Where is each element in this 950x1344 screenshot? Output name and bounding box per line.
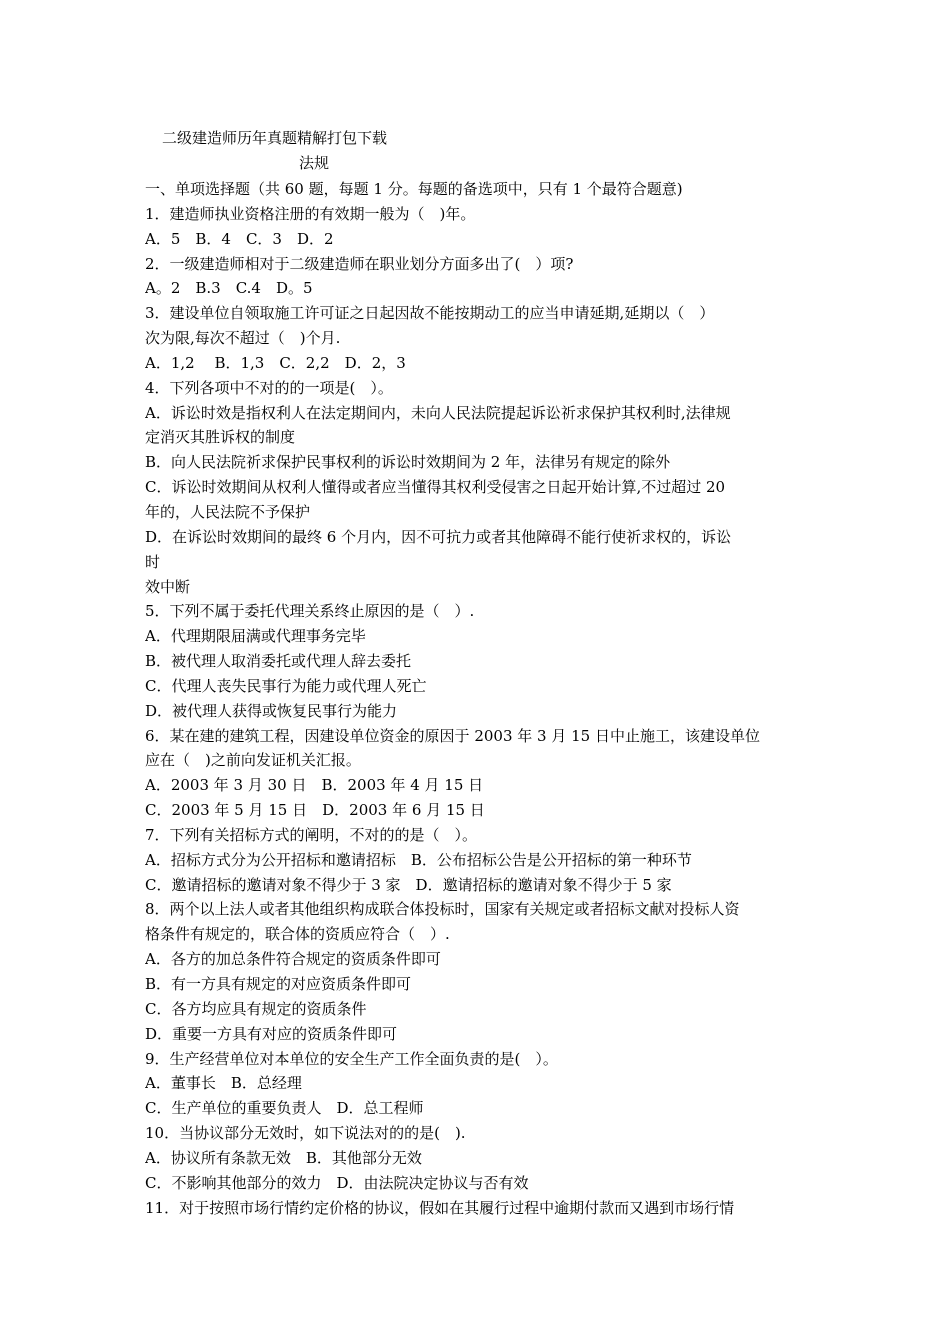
text-line: C．诉讼时效期间从权利人懂得或者应当懂得其权利受侵害之日起开始计算,不过超过 20 (145, 478, 726, 497)
text-line: A．诉讼时效是指权利人在法定期间内，未向人民法院提起诉讼祈求保护其权利时,法律规 (145, 403, 731, 422)
text-line: 定消灭其胜诉权的制度 (145, 428, 296, 447)
text-line: B．有一方具有规定的对应资质条件即可 (145, 975, 412, 993)
text-line: A。2 B.3 C.4 D。5 (145, 279, 313, 298)
document-body (145, 177, 810, 1220)
text-line: A．董事长 B．总经理 (145, 1074, 302, 1093)
text-line: C．不影响其他部分的效力 D．由法院决定协议与否有效 (145, 1173, 529, 1192)
text-line: A．各方的加总条件符合规定的资质条件即可 (145, 950, 441, 969)
text-line: 10．当协议部分无效时，如下说法对的的是( ). (145, 1124, 466, 1143)
text-line: C．2003 年 5 月 15 日 D．2003 年 6 月 15 日 (145, 801, 485, 820)
text-line: C．生产单位的重要负责人 D．总工程师 (145, 1099, 424, 1118)
document-title: 二级建造师历年真题精解打包下载 (162, 129, 388, 147)
text-line: 应在（ )之前向发证机关汇报。 (145, 751, 361, 770)
text-line: D．被代理人获得或恢复民事行为能力 (145, 701, 398, 720)
text-line: 时 (145, 552, 161, 571)
text-line: 8．两个以上法人或者其他组织构成联合体投标时，国家有关规定或者招标文献对投标人资 (145, 900, 740, 919)
text-line: 3．建设单位自领取施工许可证之日起因故不能按期动工的应当申请延期,延期以（ ） (145, 304, 715, 323)
document-subtitle: 法规 (299, 154, 330, 172)
text-line: 7．下列有关招标方式的阐明，不对的的是（ ）。 (145, 825, 478, 844)
text-line: 一、单项选择题（共 60 题，每题 1 分。每题的备选项中，只有 1 个最符合题意) (145, 180, 683, 198)
text-line: A．招标方式分为公开招标和邀请招标 B．公布招标公告是公开招标的第一种环节 (145, 850, 692, 869)
text-line: A．5 B．4 C．3 D．2 (145, 229, 334, 248)
text-line: A．协议所有条款无效 B．其他部分无效 (145, 1148, 422, 1167)
text-line: 11．对于按照市场行情约定价格的协议，假如在其履行过程中逾期付款而又遇到市场行情 (145, 1198, 735, 1217)
text-line: C．代理人丧失民事行为能力或代理人死亡 (145, 676, 427, 695)
text-line: 4．下列各项中不对的的一项是( ）。 (145, 378, 393, 397)
text-line: B．向人民法院祈求保护民事权利的诉讼时效期间为 2 年，法律另有规定的除外 (145, 453, 671, 472)
text-line: 年的，人民法院不予保护 (145, 502, 311, 521)
text-line: C．各方均应具有规定的资质条件 (145, 999, 367, 1018)
text-line: A．代理期限届满或代理事务完毕 (145, 627, 366, 646)
text-line: 6．某在建的建筑工程，因建设单位资金的原因于 2003 年 3 月 15 日中止施工，该建设单位 (145, 726, 760, 745)
text-line: D．重要一方具有对应的资质条件即可 (145, 1024, 398, 1043)
text-line: 1．建造师执业资格注册的有效期一般为（ )年。 (145, 204, 476, 223)
text-line: 次为限,每次不超过（ )个月. (145, 329, 341, 348)
text-line: 2．一级建造师相对于二级建造师在职业划分方面多出了( ）项? (145, 254, 574, 273)
text-line: 效中断 (145, 577, 191, 596)
text-line: 格条件有规定的，联合体的资质应符合（ ）. (145, 925, 450, 944)
text-line: C．邀请招标的邀请对象不得少于 3 家 D．邀请招标的邀请对象不得少于 5 家 (145, 875, 672, 894)
text-line: 5．下列不属于委托代理关系终止原因的是（ ）. (145, 602, 475, 621)
text-line: B．被代理人取消委托或代理人辞去委托 (145, 652, 412, 671)
text-line: 9．生产经营单位对本单位的安全生产工作全面负责的是( ）。 (145, 1049, 558, 1068)
text-line: D．在诉讼时效期间的最终 6 个月内，因不可抗力或者其他障碍不能行使祈求权的，诉讼 (145, 527, 732, 546)
text-line: A．2003 年 3 月 30 日 B．2003 年 4 月 15 日 (145, 776, 484, 795)
text-line: A．1,2 B．1,3 C．2,2 D．2，3 (145, 353, 406, 372)
